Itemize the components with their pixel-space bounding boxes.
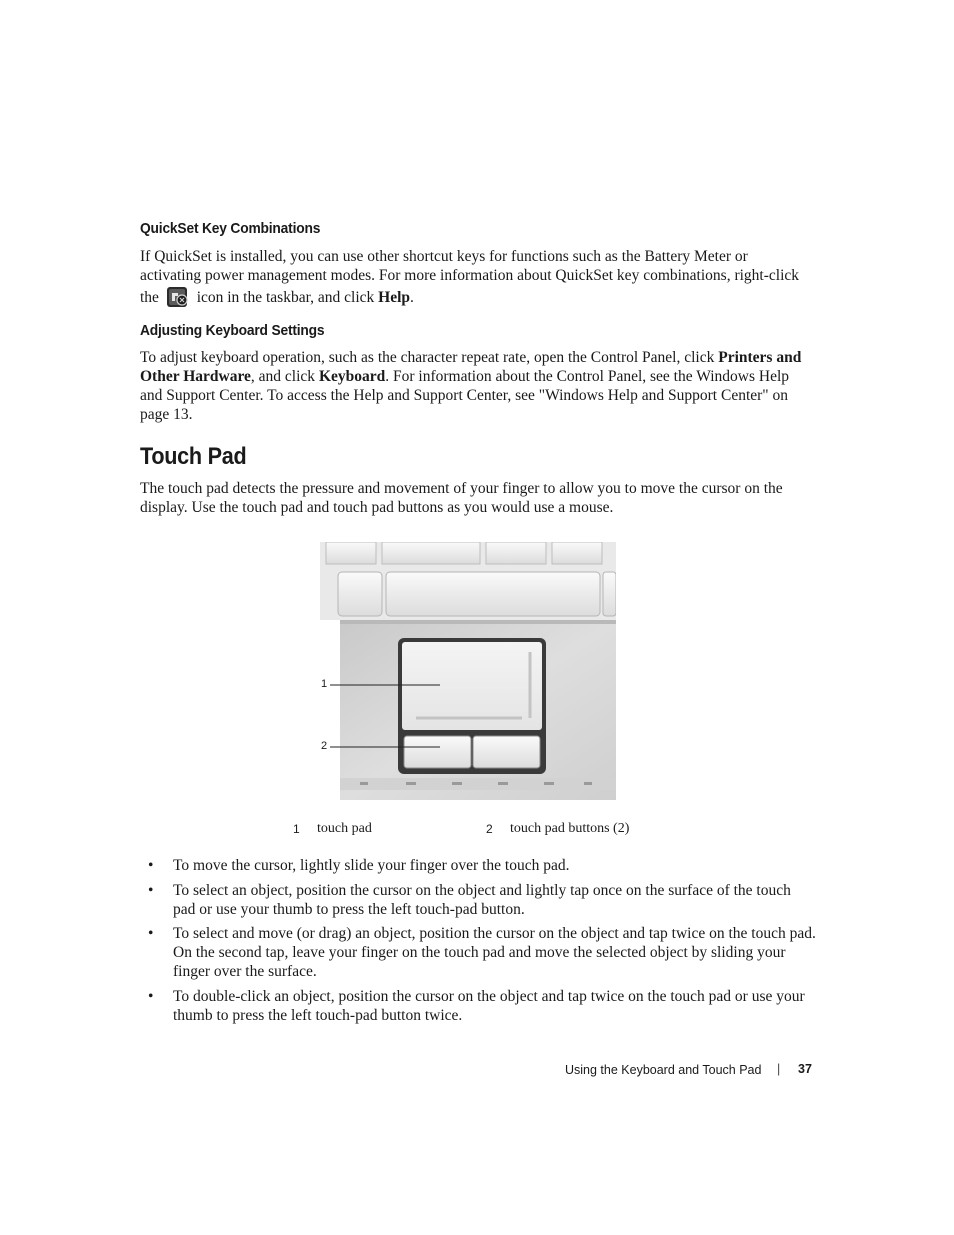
footer-section-title: Using the Keyboard and Touch Pad — [565, 1063, 762, 1077]
list-item: • To select and move (or drag) an object, position the cursor on the object and tap twice on the touch pad. On the second tap, leave your finger on the touch pad and move the selected object by sliding your finger over the surface. — [148, 925, 816, 980]
legend-number-1: 1 — [293, 822, 300, 836]
touch-pad-figure — [320, 542, 616, 800]
keyboard-settings-heading: Adjusting Keyboard Settings — [140, 322, 325, 339]
touch-pad-intro: The touch pad detects the pressure and movement of your finger to allow you to move the cursor on the display. Use the touch pad and touch pad buttons as you would use a mouse. — [140, 480, 783, 516]
bullet: • — [148, 881, 154, 899]
legend-label-2: touch pad buttons (2) — [510, 821, 630, 836]
touch-pad-usage-list — [140, 856, 816, 1030]
touch-pad-illustration — [320, 542, 616, 800]
list-item: • To select an object, position the cursor on the object and lightly tap once on the surface of the touch pad or use your thumb to press the left touch-pad button. — [148, 881, 791, 918]
keyboard-term: Keyboard — [318, 368, 386, 385]
printers-hardware-term: Printers and Other Hardware — [140, 349, 802, 385]
help-term: Help — [378, 289, 411, 306]
bullet: • — [148, 987, 154, 1005]
callout-2: 2 — [321, 740, 328, 752]
quickset-taskbar-icon — [165, 285, 191, 309]
quickset-paragraph: If QuickSet is installed, you can use other shortcut keys for functions such as the Battery Meter or activating power management modes. For more information about QuickSet key combinations, right-click the icon in the taskbar, and click Help. — [140, 247, 812, 309]
bullet: • — [148, 857, 154, 874]
list-item: • To move the cursor, lightly slide your finger over the touch pad. — [148, 857, 570, 874]
footer-separator: | — [777, 1062, 781, 1076]
touch-pad-heading: Touch Pad — [140, 443, 247, 470]
callout-1: 1 — [321, 678, 328, 690]
legend-label-1: touch pad — [317, 821, 372, 836]
quickset-heading: QuickSet Key Combinations — [140, 220, 321, 237]
list-item: • To double-click an object, position the cursor on the object and tap twice on the touch pad or use your thumb to press the left touch-pad button twice. — [148, 987, 805, 1024]
bullet: • — [148, 925, 154, 942]
keyboard-settings-paragraph: To adjust keyboard operation, such as the character repeat rate, open the Control Panel, click Printers and Other Hardware, and click Keyboard. For information about the Control Panel, see the Windows Help and Support Center. To access the Help and Support Center, see "Windows Help and Support Center" on page 13. — [140, 349, 802, 423]
page-number: 37 — [798, 1062, 812, 1076]
legend-number-2: 2 — [486, 822, 493, 836]
